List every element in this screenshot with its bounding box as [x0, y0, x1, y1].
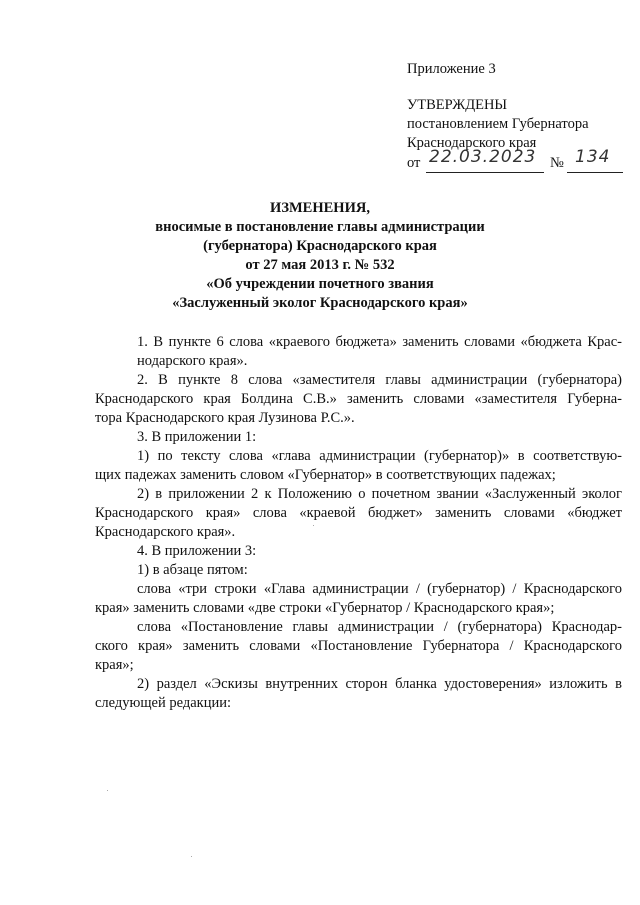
- scan-speck: [191, 856, 192, 857]
- handwritten-number: 134: [575, 147, 611, 167]
- approval-block: [407, 60, 627, 174]
- text-line: 1) по тексту слова «глава администрации (губернатор)» в соответствую-: [137, 448, 622, 464]
- text-line: 2) в приложении 2 к Положению о почетном звании «Заслуженный эколог: [137, 486, 622, 502]
- paragraph-4: [95, 447, 622, 485]
- date-prefix: от: [407, 155, 421, 171]
- text-line: слова «Постановление главы администрации / (губернатора) Краснодар-: [137, 619, 622, 635]
- handwritten-date: 22.03.2023: [429, 147, 537, 167]
- paragraph-2: [95, 371, 622, 428]
- text-line: Краснодарского края Болдина С.В.» заменить словами «заместителя Губерна-: [95, 391, 622, 407]
- text-line: 4. В приложении 3:: [137, 543, 257, 559]
- appendix-label: Приложение 3: [407, 61, 496, 77]
- scan-speck: [107, 790, 108, 791]
- date-number-line: [407, 147, 627, 174]
- text-line: 1. В пункте 6 слова «краевого бюджета» заменить словами «бюджета Крас-: [137, 334, 622, 350]
- text-line: края»;: [95, 657, 134, 673]
- text-line: тора Краснодарского края Лузинова Р.С.».: [95, 410, 355, 426]
- paragraph-7: [95, 561, 622, 580]
- title-line-1: ИЗМЕНЕНИЯ,: [270, 200, 370, 216]
- text-line: 2. В пункте 8 слова «заместителя главы администрации (губернатора): [137, 372, 622, 388]
- scan-speck: [313, 525, 314, 526]
- title-line-4: от 27 мая 2013 г. № 532: [245, 257, 395, 273]
- text-line: следующей редакции:: [95, 695, 232, 711]
- paragraph-6: [95, 542, 622, 561]
- approved-region-line: Краснодарского края: [407, 135, 537, 151]
- title-line-6: «Заслуженный эколог Краснодарского края»: [172, 295, 468, 311]
- text-line: щих падежах заменить словом «Губернатор» в соответствующих падежах;: [95, 467, 556, 483]
- paragraph-9: [95, 618, 622, 675]
- text-line: ского края» заменить словами «Постановление Губернатора / Краснодарского: [95, 638, 622, 654]
- text-line: 3. В приложении 1:: [137, 429, 257, 445]
- paragraph-8: [95, 580, 622, 618]
- document-title: [150, 199, 490, 313]
- text-line: 1) в абзаце пятом:: [137, 562, 248, 578]
- text-line: нодарского края».: [137, 353, 248, 369]
- text-line: края» заменить словами «две строки «Губернатор / Краснодарского края»;: [95, 600, 555, 616]
- text-line: Краснодарского края».: [95, 524, 236, 540]
- title-line-2: вносимые в постановление главы администрации: [155, 219, 485, 235]
- paragraph-3: [95, 428, 622, 447]
- text-line: 2) раздел «Эскизы внутренних сторон бланка удостоверения» изложить в: [137, 676, 622, 692]
- title-line-5: «Об учреждении почетного звания: [206, 276, 434, 292]
- paragraph-10: [95, 675, 622, 713]
- number-prefix: №: [550, 155, 564, 171]
- paragraph-5: [95, 485, 622, 542]
- approved-label: УТВЕРЖДЕНЫ: [407, 97, 508, 113]
- title-line-3: (губернатора) Краснодарского края: [203, 238, 437, 254]
- paragraph-1: [95, 333, 622, 371]
- document-body: [95, 333, 622, 713]
- text-line: Краснодарского края» слова «краевой бюджет» заменить словами «бюджет: [95, 505, 622, 521]
- approved-by-line: постановлением Губернатора: [407, 116, 589, 132]
- text-line: слова «три строки «Глава администрации / (губернатор) / Краснодарского: [137, 581, 622, 597]
